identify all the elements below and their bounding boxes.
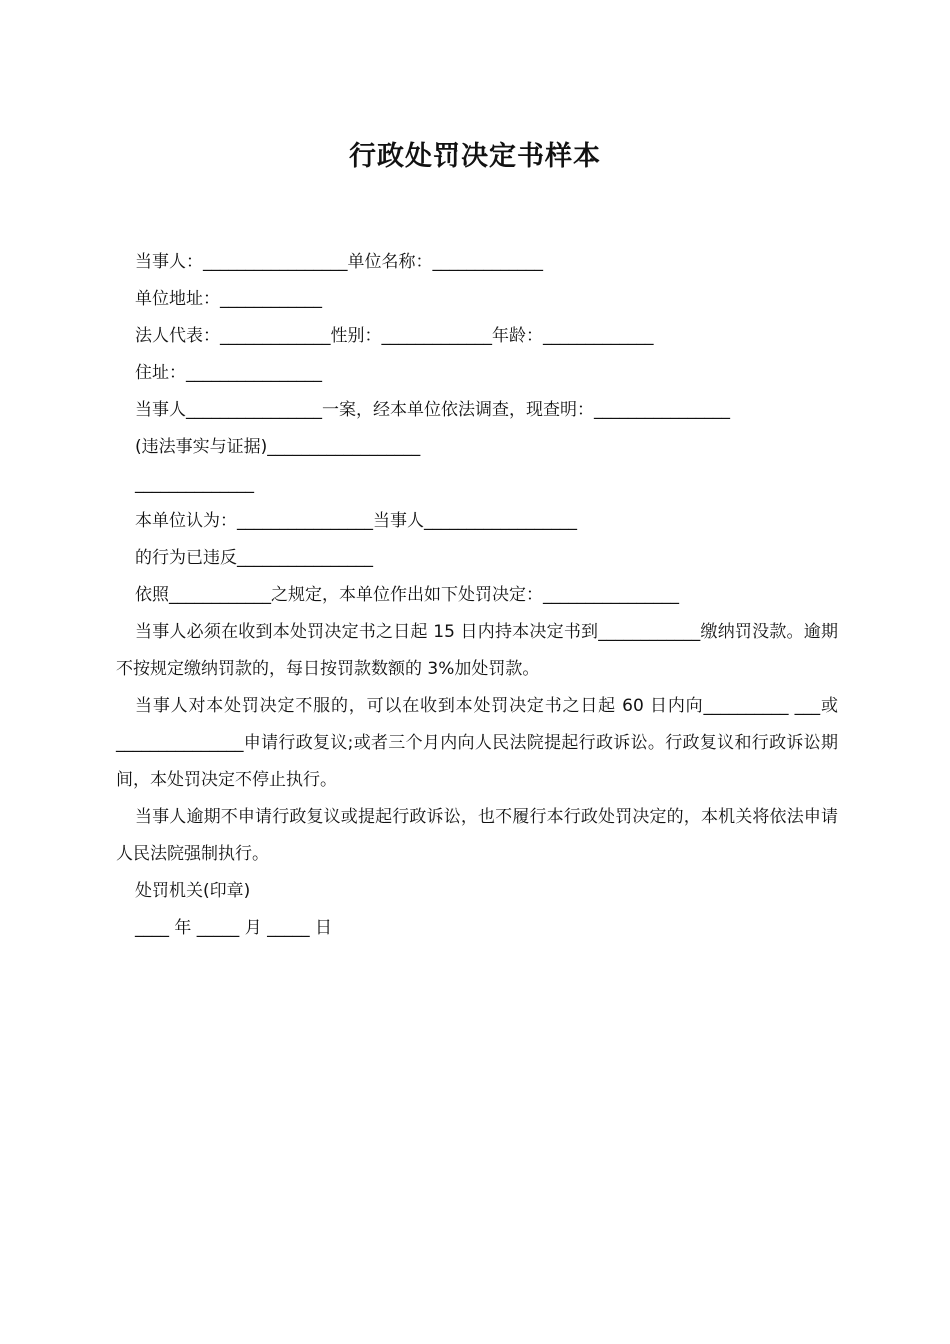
legal-rep-line: 法人代表：_____________性别：_____________年龄：_____________ xyxy=(135,326,654,346)
appeal-paragraph: 当事人对本处罚决定不服的，可以在收到本处罚决定书之日起 60 日内向__________ ___或_______________申请行政复议;或者三个月内向人民法院提起行政诉讼。行政复议和行政诉讼期间，本处罚决定不停止执行。 xyxy=(116,696,838,790)
facts-evidence-line: (违法事实与证据)__________________ xyxy=(135,437,421,457)
unit-opinion-line: 本单位认为：________________当事人__________________ xyxy=(135,511,577,531)
blank-line: ______________ xyxy=(135,474,254,494)
address-line: 住址：________________ xyxy=(135,363,322,383)
party-name-line: 当事人：_________________单位名称：_____________ xyxy=(135,252,543,272)
payment-paragraph: 当事人必须在收到本处罚决定书之日起 15 日内持本决定书到____________缴纳罚没款。逾期不按规定缴纳罚款的，每日按罚款数额的 3%加处罚款。 xyxy=(116,622,838,679)
case-line: 当事人________________一案，经本单位依法调查，现查明：________________ xyxy=(135,400,730,420)
document-title: 行政处罚决定书样本 xyxy=(349,141,601,172)
issuing-authority-seal: 处罚机关(印章) xyxy=(135,881,251,901)
document-body xyxy=(116,244,838,947)
unit-address-line: 单位地址：____________ xyxy=(135,289,322,309)
date-line: ____ 年 _____ 月 _____ 日 xyxy=(135,918,333,938)
basis-decision-line: 依照____________之规定，本单位作出如下处罚决定：________________ xyxy=(135,585,679,605)
enforcement-paragraph: 当事人逾期不申请行政复议或提起行政诉讼，也不履行本行政处罚决定的，本机关将依法申请人民法院强制执行。 xyxy=(116,807,838,864)
violation-line: 的行为已违反________________ xyxy=(135,548,373,568)
